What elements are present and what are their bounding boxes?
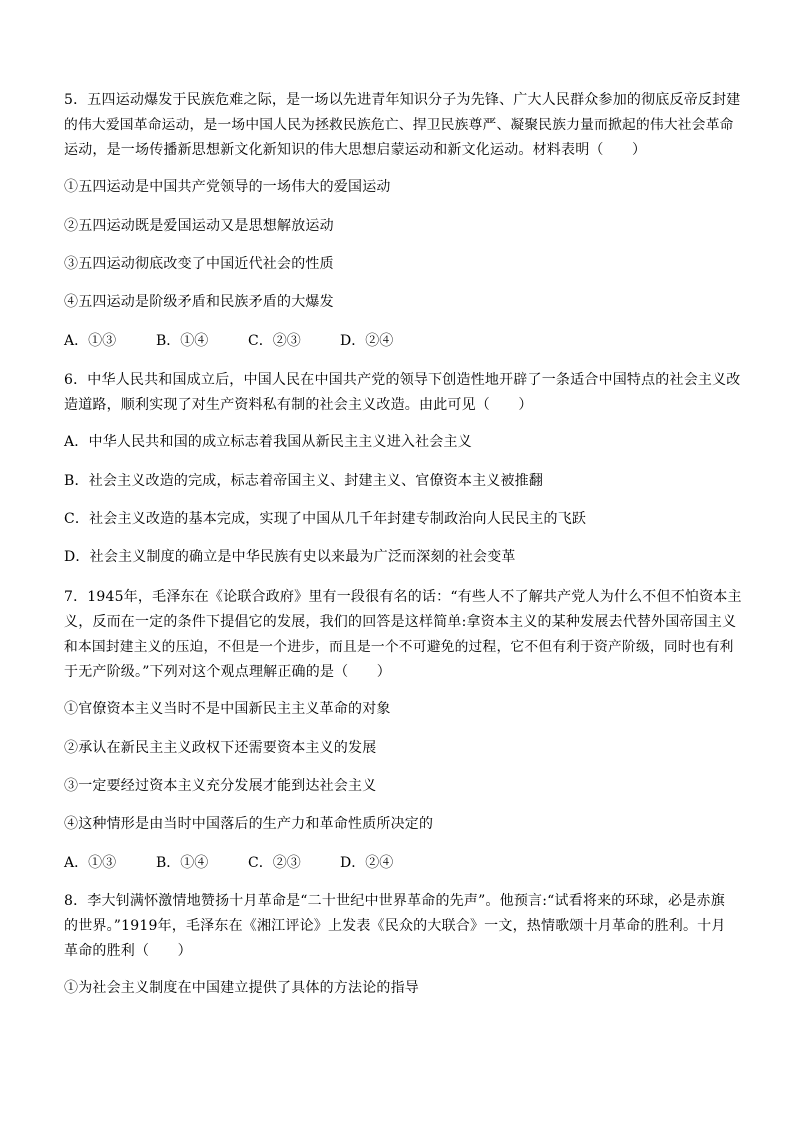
q5-item-4: ④五四运动是阶级矛盾和民族矛盾的大爆发 <box>64 294 334 310</box>
q7-item-4: ④这种情形是由当时中国落后的生产力和革命性质所决定的 <box>64 816 434 832</box>
q7-item-1: ①官僚资本主义当时不是中国新民主主义革命的对象 <box>64 701 391 717</box>
q5-item-1: ①五四运动是中国共产党领导的一场伟大的爱国运动 <box>64 179 391 195</box>
q5-option-d[interactable]: D．②④ <box>340 333 394 349</box>
q5-option-a[interactable]: A．①③ <box>64 333 117 349</box>
q8-stem-line-3: 革命的胜利（ ） <box>64 943 192 959</box>
q7-stem-line-4: 于无产阶级。”下列对这个观点理解正确的是（ ） <box>64 664 391 680</box>
q7-stem-line-1: 7．1945年，毛泽东在《论联合政府》里有一段很有名的话：“有些人不了解共产党人为什么不但不怕资本主 <box>64 589 742 605</box>
q5-option-b[interactable]: B．①④ <box>156 333 209 349</box>
q7-stem-line-3: 和本国封建主义的压迫，不但是一个进步，而且是一个不可避免的过程，它不但有利于资产阶级，同时也有利 <box>64 639 734 655</box>
q5-option-c[interactable]: C．②③ <box>248 333 301 349</box>
q7-stem-line-2: 义，反而在一定的条件下提倡它的发展，我们的回答是这样简单:拿资本主义的某种发展去代替外国帝国主义 <box>64 614 737 630</box>
q7-item-2: ②承认在新民主主义政权下还需要资本主义的发展 <box>64 740 377 756</box>
q5-stem-line-1: 5．五四运动爆发于民族危难之际，是一场以先进青年知识分子为先锋、广大人民群众参加的彻底反帝反封建 <box>64 92 741 108</box>
q7-item-3: ③一定要经过资本主义充分发展才能到达社会主义 <box>64 778 377 794</box>
q7-option-b[interactable]: B．①④ <box>156 855 209 871</box>
q5-stem-line-2: 的伟大爱国革命运动，是一场中国人民为拯救民族危亡、捍卫民族尊严、凝聚民族力量而掀起的伟大社会革命 <box>64 117 734 133</box>
q6-option-b[interactable]: B．社会主义改造的完成，标志着帝国主义、封建主义、官僚资本主义被推翻 <box>64 473 544 489</box>
q8-item-1: ①为社会主义制度在中国建立提供了具体的方法论的指导 <box>64 980 419 996</box>
q8-stem-line-1: 8．李大钊满怀激情地赞扬十月革命是“二十世纪中世界革命的先声”。他预言:“试看将来的环球，必是赤旗 <box>64 893 725 909</box>
q6-option-d[interactable]: D．社会主义制度的确立是中华民族有史以来最为广泛而深刻的社会变革 <box>64 549 516 565</box>
q6-option-c[interactable]: C．社会主义改造的基本完成，实现了中国从几千年封建专制政治向人民民主的飞跃 <box>64 511 587 527</box>
q5-options <box>64 331 393 351</box>
q5-stem-line-3: 运动，是一场传播新思想新文化新知识的伟大思想启蒙运动和新文化运动。材料表明（ ） <box>64 142 647 158</box>
q7-option-a[interactable]: A．①③ <box>64 855 117 871</box>
q8-stem-line-2: 的世界。”1919年，毛泽东在《湘江评论》上发表《民众的大联合》一文，热情歌颂十月革命的胜利。十月 <box>64 918 726 934</box>
q7-option-c[interactable]: C．②③ <box>248 855 301 871</box>
q7-options <box>64 853 393 873</box>
q6-option-a[interactable]: A．中华人民共和国的成立标志着我国从新民主主义进入社会主义 <box>64 434 472 450</box>
q6-stem-line-1: 6．中华人民共和国成立后，中国人民在中国共产党的领导下创造性地开辟了一条适合中国特点的社会主义改 <box>64 372 741 388</box>
q5-item-3: ③五四运动彻底改变了中国近代社会的性质 <box>64 256 334 272</box>
q6-stem-line-2: 造道路，顺利实现了对生产资料私有制的社会主义改造。由此可见（ ） <box>64 397 533 413</box>
q5-item-2: ②五四运动既是爱国运动又是思想解放运动 <box>64 218 334 234</box>
q7-option-d[interactable]: D．②④ <box>340 855 394 871</box>
